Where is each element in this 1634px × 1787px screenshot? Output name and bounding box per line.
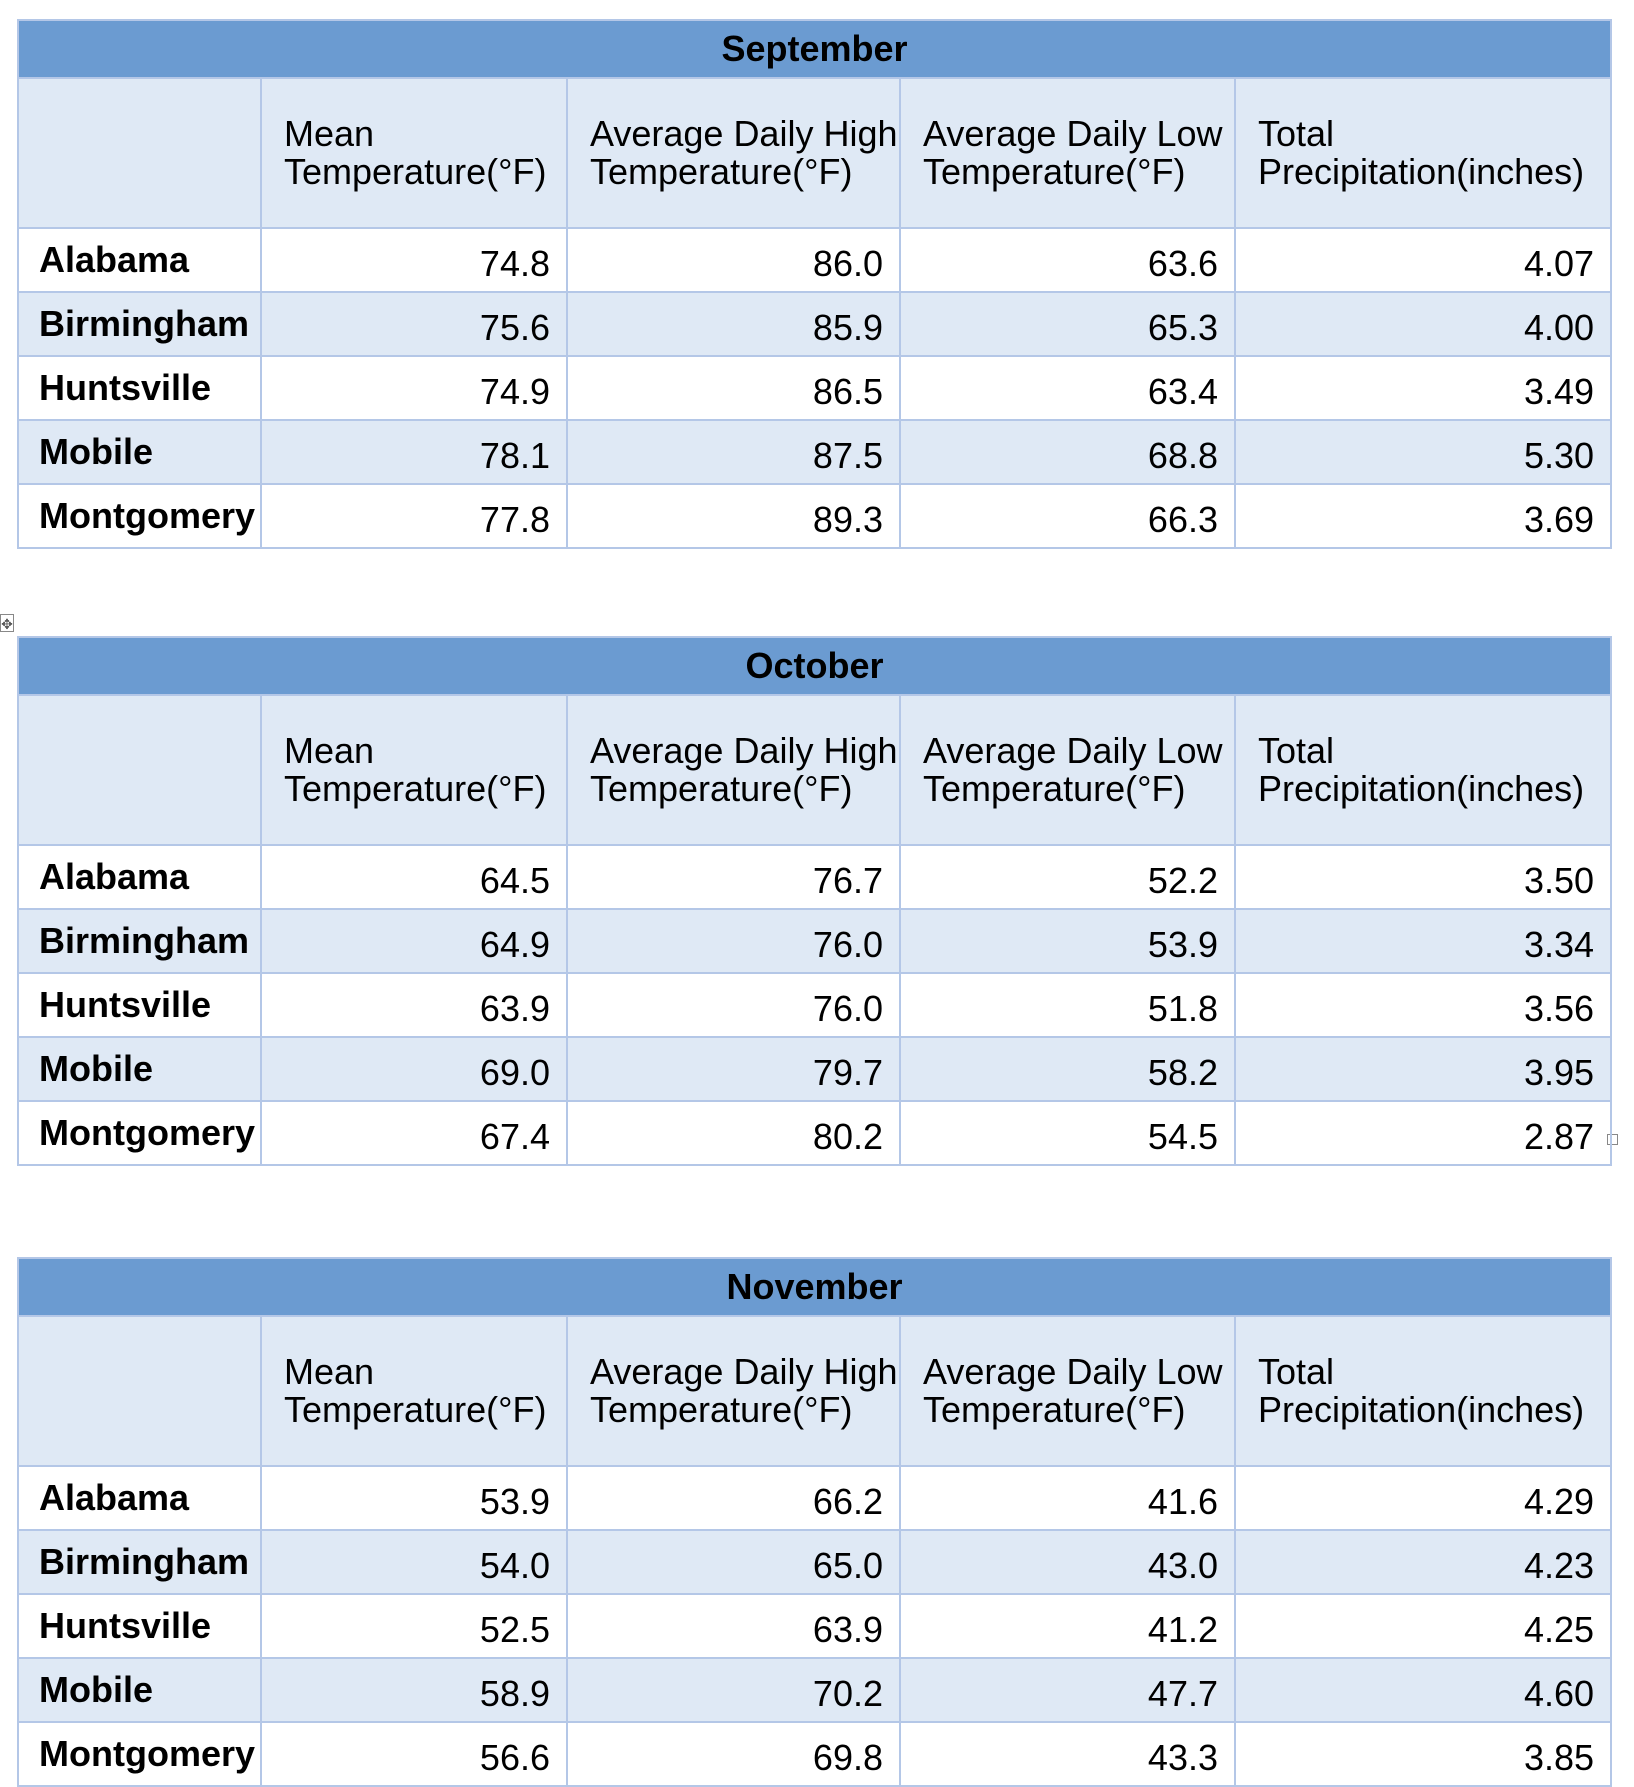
value-cell: 66.2 — [567, 1466, 900, 1530]
row-label: Mobile — [18, 420, 261, 484]
value-cell: 87.5 — [567, 420, 900, 484]
row-label: Alabama — [18, 845, 261, 909]
column-header: Average Daily Low Temperature(°F) — [900, 1316, 1235, 1466]
value-cell: 3.50 — [1235, 845, 1611, 909]
value-cell: 3.69 — [1235, 484, 1611, 548]
row-label: Birmingham — [18, 909, 261, 973]
value-cell: 89.3 — [567, 484, 900, 548]
value-cell: 54.0 — [261, 1530, 567, 1594]
value-cell: 64.9 — [261, 909, 567, 973]
value-cell: 75.6 — [261, 292, 567, 356]
row-label: Montgomery — [18, 484, 261, 548]
value-cell: 69.0 — [261, 1037, 567, 1101]
value-cell: 41.6 — [900, 1466, 1235, 1530]
value-cell: 43.0 — [900, 1530, 1235, 1594]
table-row — [18, 420, 1611, 484]
value-cell: 85.9 — [567, 292, 900, 356]
value-cell: 3.95 — [1235, 1037, 1611, 1101]
table-row — [18, 973, 1611, 1037]
value-cell: 74.9 — [261, 356, 567, 420]
month-title: September — [18, 20, 1611, 78]
value-cell: 4.25 — [1235, 1594, 1611, 1658]
value-cell: 52.5 — [261, 1594, 567, 1658]
value-cell: 76.0 — [567, 973, 900, 1037]
weather-table — [17, 1257, 1612, 1787]
value-cell: 63.4 — [900, 356, 1235, 420]
table-row — [18, 1101, 1611, 1165]
month-table-november — [17, 1257, 1610, 1787]
value-cell: 66.3 — [900, 484, 1235, 548]
table-row — [18, 1466, 1611, 1530]
column-header: Total Precipitation(inches) — [1235, 78, 1611, 228]
header-corner-cell — [18, 78, 261, 228]
value-cell: 69.8 — [567, 1722, 900, 1786]
value-cell: 65.0 — [567, 1530, 900, 1594]
value-cell: 63.9 — [567, 1594, 900, 1658]
value-cell: 63.9 — [261, 973, 567, 1037]
row-label: Huntsville — [18, 1594, 261, 1658]
column-header: Total Precipitation(inches) — [1235, 1316, 1611, 1466]
value-cell: 4.00 — [1235, 292, 1611, 356]
value-cell: 78.1 — [261, 420, 567, 484]
table-move-handle-icon[interactable]: ✥ — [1, 616, 13, 632]
value-cell: 58.9 — [261, 1658, 567, 1722]
table-row — [18, 909, 1611, 973]
table-row — [18, 228, 1611, 292]
value-cell: 4.29 — [1235, 1466, 1611, 1530]
table-row — [18, 1722, 1611, 1786]
month-table-october — [17, 636, 1610, 1166]
column-header: Mean Temperature(°F) — [261, 695, 567, 845]
column-header: Mean Temperature(°F) — [261, 78, 567, 228]
table-row — [18, 845, 1611, 909]
value-cell: 56.6 — [261, 1722, 567, 1786]
column-header: Mean Temperature(°F) — [261, 1316, 567, 1466]
value-cell: 67.4 — [261, 1101, 567, 1165]
value-cell: 68.8 — [900, 420, 1235, 484]
value-cell: 63.6 — [900, 228, 1235, 292]
row-label: Huntsville — [18, 973, 261, 1037]
weather-table — [17, 636, 1612, 1166]
value-cell: 53.9 — [900, 909, 1235, 973]
row-label: Birmingham — [18, 292, 261, 356]
row-label: Huntsville — [18, 356, 261, 420]
value-cell: 76.0 — [567, 909, 900, 973]
table-row — [18, 484, 1611, 548]
row-label: Alabama — [18, 228, 261, 292]
column-header: Average Daily High Temperature(°F) — [567, 1316, 900, 1466]
value-cell: 53.9 — [261, 1466, 567, 1530]
value-cell: 76.7 — [567, 845, 900, 909]
row-label: Mobile — [18, 1658, 261, 1722]
value-cell: 4.60 — [1235, 1658, 1611, 1722]
value-cell: 86.0 — [567, 228, 900, 292]
row-label: Alabama — [18, 1466, 261, 1530]
column-header: Average Daily Low Temperature(°F) — [900, 78, 1235, 228]
value-cell: 58.2 — [900, 1037, 1235, 1101]
header-corner-cell — [18, 695, 261, 845]
value-cell: 77.8 — [261, 484, 567, 548]
row-label: Mobile — [18, 1037, 261, 1101]
weather-table — [17, 19, 1612, 549]
value-cell: 3.56 — [1235, 973, 1611, 1037]
value-cell: 41.2 — [900, 1594, 1235, 1658]
column-header: Average Daily High Temperature(°F) — [567, 695, 900, 845]
month-title: November — [18, 1258, 1611, 1316]
column-header-row — [18, 78, 1611, 228]
column-header: Average Daily Low Temperature(°F) — [900, 695, 1235, 845]
row-label: Birmingham — [18, 1530, 261, 1594]
value-cell: 80.2 — [567, 1101, 900, 1165]
table-row — [18, 356, 1611, 420]
table-row — [18, 1594, 1611, 1658]
value-cell: 52.2 — [900, 845, 1235, 909]
table-row — [18, 1530, 1611, 1594]
column-header-row — [18, 1316, 1611, 1466]
value-cell: 79.7 — [567, 1037, 900, 1101]
value-cell: 47.7 — [900, 1658, 1235, 1722]
value-cell: 4.07 — [1235, 228, 1611, 292]
column-header: Average Daily High Temperature(°F) — [567, 78, 900, 228]
value-cell: 3.49 — [1235, 356, 1611, 420]
column-header-row — [18, 695, 1611, 845]
value-cell: 74.8 — [261, 228, 567, 292]
row-label: Montgomery — [18, 1722, 261, 1786]
value-cell: 51.8 — [900, 973, 1235, 1037]
month-table-september — [17, 19, 1610, 549]
value-cell: 86.5 — [567, 356, 900, 420]
table-row — [18, 292, 1611, 356]
value-cell: 3.34 — [1235, 909, 1611, 973]
table-row — [18, 1658, 1611, 1722]
value-cell: 54.5 — [900, 1101, 1235, 1165]
value-cell: 43.3 — [900, 1722, 1235, 1786]
value-cell: 65.3 — [900, 292, 1235, 356]
value-cell: 3.85 — [1235, 1722, 1611, 1786]
month-title: October — [18, 637, 1611, 695]
value-cell: 64.5 — [261, 845, 567, 909]
table-row — [18, 1037, 1611, 1101]
value-cell: 2.87 — [1235, 1101, 1611, 1165]
row-label: Montgomery — [18, 1101, 261, 1165]
header-corner-cell — [18, 1316, 261, 1466]
value-cell: 4.23 — [1235, 1530, 1611, 1594]
column-header: Total Precipitation(inches) — [1235, 695, 1611, 845]
value-cell: 70.2 — [567, 1658, 900, 1722]
value-cell: 5.30 — [1235, 420, 1611, 484]
